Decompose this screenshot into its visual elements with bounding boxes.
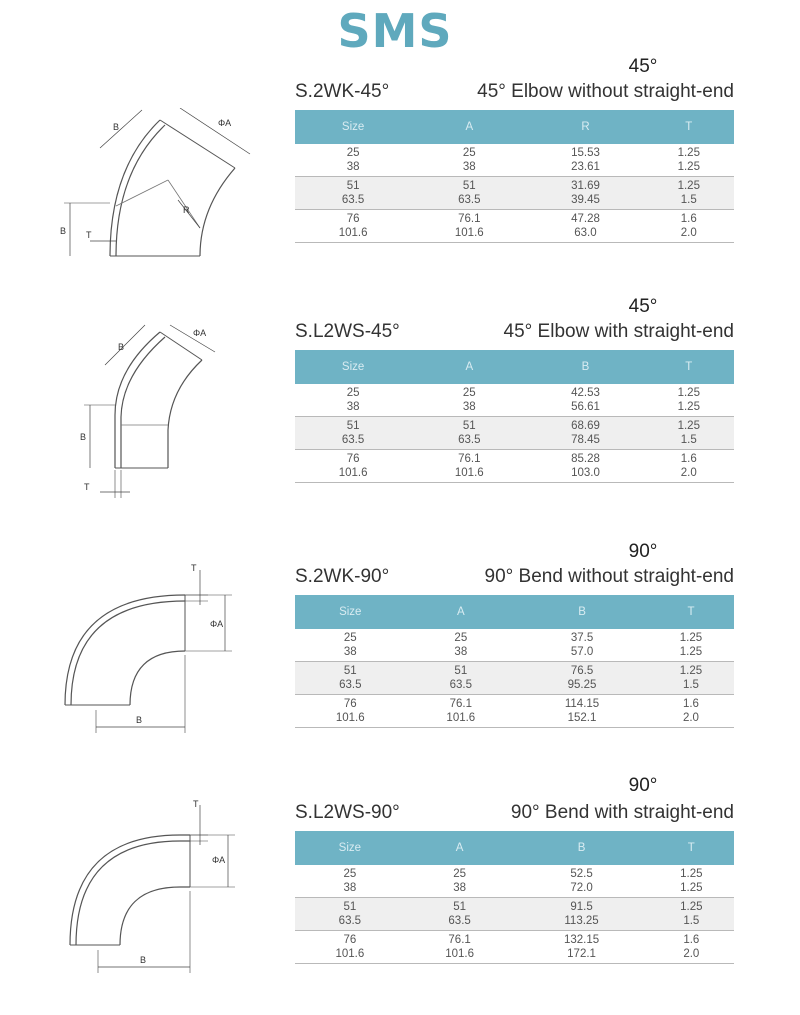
- section-l2ws-90: [0, 775, 800, 1015]
- cell-value: 63.5: [448, 915, 471, 927]
- table-cell: [527, 384, 643, 417]
- cell-value: 76: [343, 934, 357, 946]
- cell-value: 2.0: [683, 948, 700, 960]
- cell-value: 38: [343, 882, 357, 894]
- table-cell: [295, 662, 406, 695]
- technical-drawing-90-bend: [50, 555, 260, 755]
- product-title: 90° Bend without straight-end: [484, 566, 734, 587]
- cell-value: 72.0: [570, 882, 593, 894]
- cell-value: 38: [462, 401, 476, 413]
- cell-value: 1.5: [682, 679, 699, 691]
- table-cell: [406, 695, 517, 728]
- table-cell: [644, 384, 734, 417]
- table-cell: [411, 384, 527, 417]
- table-cell: [295, 177, 411, 210]
- spec-table: [295, 110, 734, 243]
- cell-value: 76.1: [458, 453, 481, 465]
- dim-phi-a: ΦA: [193, 328, 207, 338]
- table-cell: [514, 865, 648, 898]
- technical-drawing-45-elbow-straight: [50, 320, 260, 520]
- technical-drawing-45-elbow: [50, 108, 260, 308]
- table-cell: [406, 662, 517, 695]
- cell-value: 37.5: [570, 632, 594, 644]
- cell-value: 1.5: [680, 194, 697, 206]
- table-row: [295, 177, 734, 210]
- table-cell: [411, 450, 527, 483]
- table-cell: [406, 629, 517, 662]
- table-cell: [295, 865, 405, 898]
- product-code: S.L2WS-45°: [295, 321, 400, 342]
- section-2wk-45: [0, 50, 800, 290]
- cell-value: 101.6: [338, 467, 368, 479]
- cell-value: 25: [454, 632, 468, 644]
- column-header: T: [644, 110, 734, 144]
- dim-phi-a: ΦA: [218, 118, 232, 128]
- table-cell: [295, 384, 411, 417]
- cell-value: 101.6: [454, 227, 484, 239]
- cell-value: 63.5: [458, 434, 481, 446]
- table-cell: [649, 898, 734, 931]
- cell-value: 25: [462, 387, 476, 399]
- table-cell: [516, 662, 648, 695]
- table-row: [295, 931, 734, 964]
- table-row: [295, 695, 734, 728]
- table-cell: [411, 177, 527, 210]
- spec-table: [295, 350, 734, 483]
- cell-value: 38: [454, 646, 468, 658]
- table-cell: [527, 144, 643, 177]
- angle-label: 90°: [628, 775, 658, 796]
- column-header: A: [405, 831, 515, 865]
- section-l2ws-45: [0, 290, 800, 530]
- cell-value: 51: [462, 180, 476, 192]
- cell-value: 152.1: [567, 712, 597, 724]
- cell-value: 51: [343, 665, 357, 677]
- cell-value: 76: [346, 453, 360, 465]
- cell-value: 2.0: [680, 227, 697, 239]
- cell-value: 132.15: [563, 934, 600, 946]
- cell-value: 101.6: [335, 948, 365, 960]
- table-cell: [516, 695, 648, 728]
- dim-t: T: [193, 799, 199, 809]
- table-cell: [405, 865, 515, 898]
- table-cell: [648, 662, 734, 695]
- table-cell: [527, 450, 643, 483]
- cell-value: 51: [462, 420, 476, 432]
- table-row: [295, 144, 734, 177]
- angle-label: 90°: [628, 541, 658, 562]
- product-title: 90° Bend with straight-end: [510, 802, 734, 823]
- cell-value: 76.1: [458, 213, 481, 225]
- cell-value: 63.5: [449, 679, 473, 691]
- cell-value: 101.6: [454, 467, 484, 479]
- cell-value: 1.5: [680, 434, 697, 446]
- table-cell: [405, 931, 515, 964]
- cell-value: 38: [343, 646, 357, 658]
- cell-value: 51: [346, 180, 360, 192]
- table-header-row: [295, 831, 734, 865]
- column-header: B: [514, 831, 648, 865]
- table-cell: [527, 177, 643, 210]
- dim-r: R: [183, 205, 190, 215]
- dim-t: T: [84, 482, 90, 492]
- dim-b-top: B: [113, 122, 120, 132]
- column-header: A: [411, 350, 527, 384]
- cell-value: 51: [454, 665, 468, 677]
- cell-value: 76.1: [449, 698, 473, 710]
- table-row: [295, 662, 734, 695]
- table-cell: [295, 931, 405, 964]
- cell-value: 101.6: [335, 712, 365, 724]
- cell-value: 63.5: [338, 915, 362, 927]
- spec-table: [295, 831, 734, 964]
- cell-value: 1.25: [680, 882, 703, 894]
- table-cell: [514, 898, 648, 931]
- cell-value: 57.0: [570, 646, 594, 658]
- cell-value: 1.25: [677, 387, 700, 399]
- cell-value: 76: [343, 698, 357, 710]
- column-header: Size: [295, 831, 405, 865]
- column-header: A: [406, 595, 517, 629]
- cell-value: 1.25: [680, 868, 703, 880]
- cell-value: 25: [453, 868, 466, 880]
- cell-value: 51: [346, 420, 360, 432]
- column-header: A: [411, 110, 527, 144]
- table-cell: [644, 177, 734, 210]
- cell-value: 1.25: [679, 646, 703, 658]
- cell-value: 25: [343, 868, 357, 880]
- brand-logo: SMS: [337, 4, 453, 58]
- table-row: [295, 629, 734, 662]
- angle-label: 45°: [628, 56, 658, 77]
- table-header-row: [295, 110, 734, 144]
- table-cell: [295, 210, 411, 243]
- cell-value: 1.25: [677, 147, 700, 159]
- table-cell: [649, 865, 734, 898]
- cell-value: 47.28: [571, 213, 600, 225]
- product-title: 45° Elbow with straight-end: [503, 321, 734, 342]
- cell-value: 25: [346, 147, 360, 159]
- cell-value: 15.53: [571, 147, 600, 159]
- cell-value: 23.61: [571, 161, 600, 173]
- product-title: 45° Elbow without straight-end: [477, 81, 734, 102]
- cell-value: 38: [346, 401, 360, 413]
- cell-value: 76.1: [448, 934, 471, 946]
- table-cell: [527, 210, 643, 243]
- cell-value: 91.5: [570, 901, 593, 913]
- cell-value: 95.25: [567, 679, 597, 691]
- cell-value: 51: [343, 901, 357, 913]
- cell-value: 25: [462, 147, 476, 159]
- table-cell: [411, 144, 527, 177]
- cell-value: 1.6: [680, 453, 697, 465]
- column-header: R: [527, 110, 643, 144]
- cell-value: 63.5: [458, 194, 481, 206]
- dim-t: T: [86, 230, 92, 240]
- cell-value: 63.5: [341, 434, 365, 446]
- cell-value: 68.69: [571, 420, 600, 432]
- table-header-row: [295, 595, 734, 629]
- cell-value: 76.5: [570, 665, 594, 677]
- table-cell: [644, 417, 734, 450]
- cell-value: 39.45: [571, 194, 600, 206]
- cell-value: 51: [453, 901, 466, 913]
- cell-value: 63.5: [341, 194, 365, 206]
- table-row: [295, 898, 734, 931]
- cell-value: 85.28: [571, 453, 600, 465]
- table-cell: [405, 898, 515, 931]
- column-header: T: [644, 350, 734, 384]
- cell-value: 113.25: [564, 915, 599, 927]
- cell-value: 63.5: [339, 679, 362, 691]
- column-header: B: [527, 350, 643, 384]
- cell-value: 63.0: [574, 227, 597, 239]
- cell-value: 31.69: [571, 180, 600, 192]
- table-cell: [295, 144, 411, 177]
- table-cell: [295, 450, 411, 483]
- column-header: Size: [295, 595, 406, 629]
- dim-phi-a: ΦA: [212, 855, 226, 865]
- product-code: S.2WK-45°: [295, 81, 390, 102]
- cell-value: 103.0: [571, 467, 600, 479]
- cell-value: 1.6: [683, 934, 700, 946]
- section-2wk-90: [0, 535, 800, 775]
- angle-label: 45°: [628, 296, 658, 317]
- cell-value: 78.45: [571, 434, 600, 446]
- cell-value: 38: [453, 882, 466, 894]
- table-cell: [411, 417, 527, 450]
- cell-value: 52.5: [570, 868, 593, 880]
- cell-value: 1.25: [677, 161, 700, 173]
- cell-value: 1.6: [682, 698, 699, 710]
- technical-drawing-90-bend-straight: [50, 795, 260, 995]
- spec-table: [295, 595, 734, 728]
- table-cell: [644, 450, 734, 483]
- table-cell: [527, 417, 643, 450]
- dim-b: B: [136, 715, 143, 725]
- cell-value: 101.6: [338, 227, 368, 239]
- column-header: Size: [295, 110, 411, 144]
- cell-value: 1.25: [680, 901, 703, 913]
- table-cell: [649, 931, 734, 964]
- column-header: T: [649, 831, 734, 865]
- table-cell: [648, 695, 734, 728]
- table-cell: [648, 629, 734, 662]
- cell-value: 38: [346, 161, 360, 173]
- cell-value: 114.15: [564, 698, 600, 710]
- column-header: T: [648, 595, 734, 629]
- cell-value: 1.5: [683, 915, 700, 927]
- cell-value: 1.25: [677, 420, 700, 432]
- cell-value: 1.25: [679, 632, 703, 644]
- cell-value: 1.25: [679, 665, 703, 677]
- dim-b-left: B: [60, 226, 67, 236]
- product-code: S.L2WS-90°: [295, 802, 400, 823]
- table-row: [295, 384, 734, 417]
- table-row: [295, 865, 734, 898]
- table-cell: [295, 695, 406, 728]
- product-code: S.2WK-90°: [295, 566, 390, 587]
- table-cell: [516, 629, 648, 662]
- table-cell: [295, 898, 405, 931]
- table-cell: [644, 210, 734, 243]
- cell-value: 101.6: [445, 948, 474, 960]
- table-row: [295, 450, 734, 483]
- table-cell: [411, 210, 527, 243]
- cell-value: 42.53: [571, 387, 600, 399]
- cell-value: 101.6: [446, 712, 476, 724]
- dim-b: B: [140, 955, 147, 965]
- cell-value: 76: [346, 213, 360, 225]
- table-cell: [644, 144, 734, 177]
- dim-phi-a: ΦA: [210, 619, 224, 629]
- cell-value: 25: [343, 632, 357, 644]
- cell-value: 2.0: [682, 712, 699, 724]
- cell-value: 56.61: [571, 401, 600, 413]
- cell-value: 25: [346, 387, 360, 399]
- dim-b-top: B: [118, 342, 125, 352]
- dim-b-left: B: [80, 432, 87, 442]
- table-header-row: [295, 350, 734, 384]
- column-header: Size: [295, 350, 411, 384]
- dim-t: T: [191, 563, 197, 573]
- table-row: [295, 417, 734, 450]
- cell-value: 2.0: [680, 467, 697, 479]
- cell-value: 1.6: [680, 213, 697, 225]
- table-cell: [295, 629, 406, 662]
- table-cell: [295, 417, 411, 450]
- column-header: B: [516, 595, 648, 629]
- table-row: [295, 210, 734, 243]
- cell-value: 1.25: [677, 401, 700, 413]
- cell-value: 1.25: [677, 180, 700, 192]
- cell-value: 172.1: [567, 948, 596, 960]
- table-cell: [514, 931, 648, 964]
- cell-value: 38: [462, 161, 476, 173]
